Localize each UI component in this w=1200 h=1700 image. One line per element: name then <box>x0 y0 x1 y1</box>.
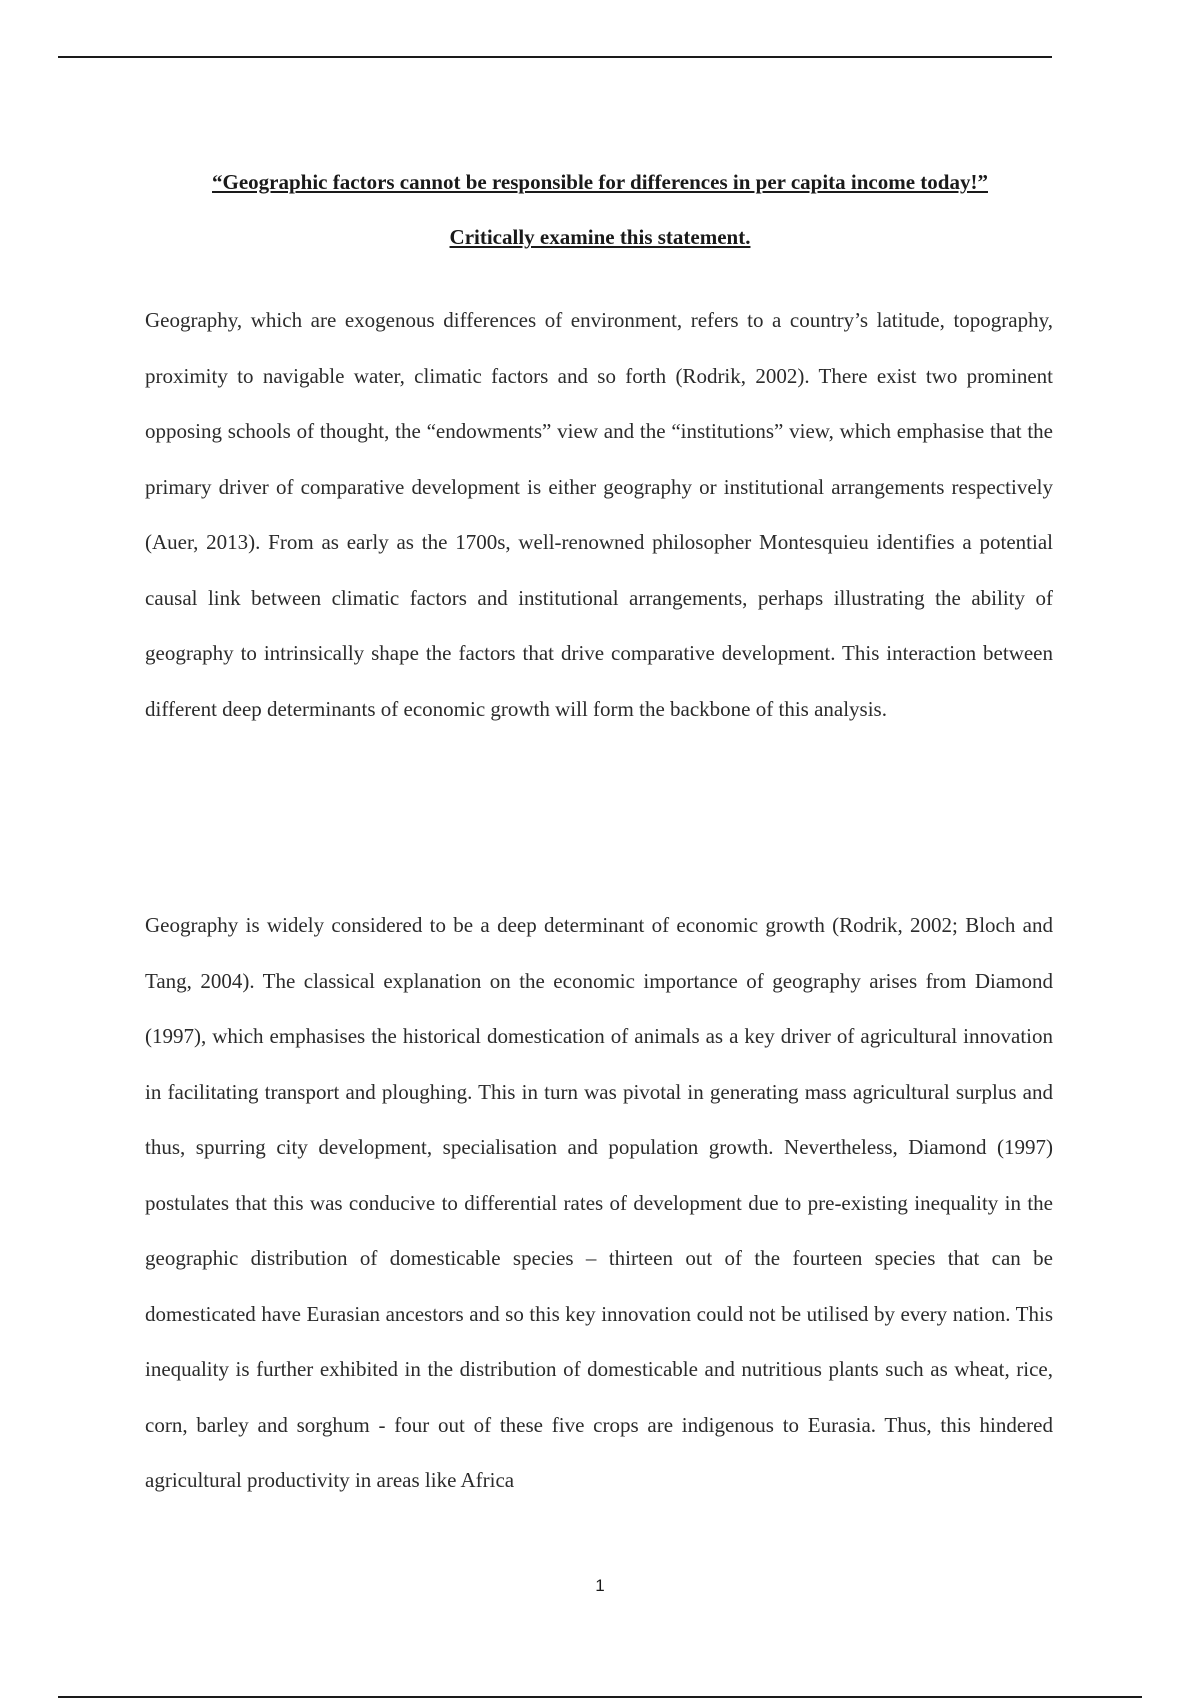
footer-rule <box>58 1696 1142 1698</box>
document-title: “Geographic factors cannot be responsible for differences in per capita income today!” <box>212 170 988 194</box>
document-subtitle: Critically examine this statement. <box>449 225 751 249</box>
paragraph-introduction: Geography, which are exogenous differences of environment, refers to a country’s latitude, topography, proximity to navigable water, climatic factors and so forth (Rodrik, 2002). There exist two prominent opposing schools of thought, the “endowments” view and the “institutions” view, which emphasise that the primary driver of comparative development is either geography or institutional arrangements respectively (Auer, 2013). From as early as the 1700s, well-renowned philosopher Montesquieu identifies a potential causal link between climatic factors and institutional arrangements, perhaps illustrating the ability of geography to intrinsically shape the factors that drive comparative development. This interaction between different deep determinants of economic growth will form the backbone of this analysis. <box>145 308 1053 721</box>
page-number: 1 <box>595 1576 605 1595</box>
header-rule <box>58 56 1052 58</box>
paragraph-geography: Geography is widely considered to be a deep determinant of economic growth (Rodrik, 2002; Bloch and Tang, 2004). The classical explanation on the economic importance of geography arises from Diamond (1997), which emphasises the historical domestication of animals as a key driver of agricultural innovation in facilitating transport and ploughing. This in turn was pivotal in generating mass agricultural surplus and thus, spurring city development, specialisation and population growth. Nevertheless, Diamond (1997) postulates that this was conducive to differential rates of development due to pre-existing inequality in the geographic distribution of domesticable species – thirteen out of the fourteen species that can be domesticated have Eurasian ancestors and so this key innovation could not be utilised by every nation. This inequality is further exhibited in the distribution of domesticable and nutritious plants such as wheat, rice, corn, barley and sorghum - four out of these five crops are indigenous to Eurasia. Thus, this hindered agricultural productivity in areas like Africa <box>145 913 1053 1492</box>
